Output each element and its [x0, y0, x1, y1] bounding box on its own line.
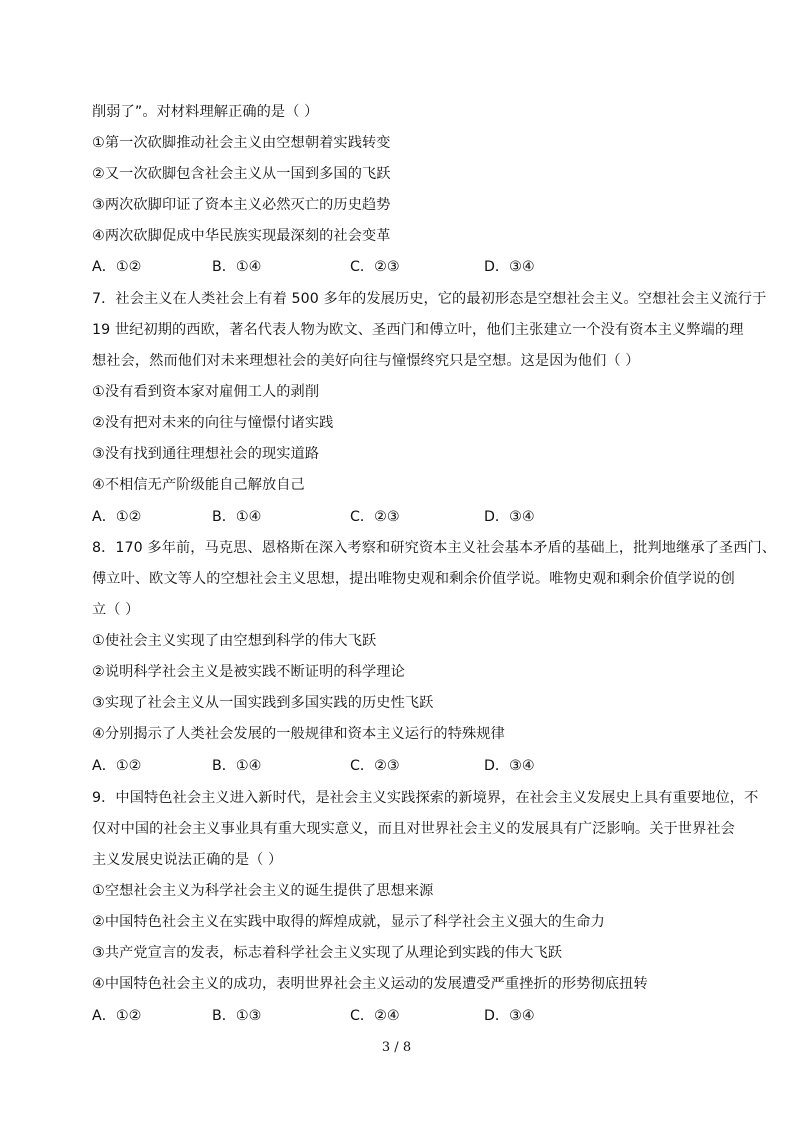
q6-option-4: ④两次砍脚促成中华民族实现最深刻的社会变革 — [92, 228, 391, 244]
q8-stem-line-1: 8．170 多年前，马克思、恩格斯在深入考察和研究资本主义社会基本矛盾的基础上，批判地继承了圣西门、 — [92, 540, 777, 556]
q9-stem-line-3: 主义发展史说法正确的是（ ） — [92, 852, 283, 868]
q8-choice-a[interactable]: A．①② — [92, 758, 142, 774]
q7-stem-line-2: 19 世纪初期的西欧，著名代表人物为欧文、圣西门和傅立叶，他们主张建立一个没有资本主义弊端的理 — [92, 322, 744, 338]
q9-option-4: ④中国特色社会主义的成功，表明世界社会主义运动的发展遭受严重挫折的形势彻底扭转 — [92, 976, 648, 992]
q7-option-3: ③没有找到通往理想社会的现实道路 — [92, 446, 320, 462]
q8-option-2: ②说明科学社会主义是被实践不断证明的科学理论 — [92, 664, 405, 680]
q6-choice-c[interactable]: C．②③ — [350, 259, 400, 275]
q7-option-2: ②没有把对未来的向往与憧憬付诸实践 — [92, 415, 334, 431]
q9-choice-a[interactable]: A．①② — [92, 1008, 142, 1024]
q8-stem-line-3: 立（ ） — [92, 602, 140, 618]
q6-choice-d[interactable]: D．③④ — [484, 259, 535, 275]
q8-option-3: ③实现了社会主义从一国实践到多国实践的历史性飞跃 — [92, 695, 434, 711]
q7-choice-b[interactable]: B．①④ — [212, 509, 262, 525]
q9-choice-d[interactable]: D．③④ — [484, 1008, 535, 1024]
q9-stem-line-1: 9．中国特色社会主义进入新时代，是社会主义实践探索的新境界，在社会主义发展史上具有重要地位，不 — [92, 790, 759, 806]
q8-choice-d[interactable]: D．③④ — [484, 758, 535, 774]
q7-choice-d[interactable]: D．③④ — [484, 509, 535, 525]
q6-stem-tail: 削弱了”。对材料理解正确的是（ ） — [92, 104, 319, 120]
q8-choice-c[interactable]: C．②③ — [350, 758, 400, 774]
q7-option-4: ④不相信无产阶级能自己解放自己 — [92, 477, 305, 493]
q7-choice-a[interactable]: A．①② — [92, 509, 142, 525]
q9-choice-c[interactable]: C．②④ — [350, 1008, 400, 1024]
q6-choice-b[interactable]: B．①④ — [212, 259, 262, 275]
q7-stem-line-3: 想社会，然而他们对未来理想社会的美好向往与憧憬终究只是空想。这是因为他们（ ） — [92, 353, 640, 369]
q8-option-4: ④分别揭示了人类社会发展的一般规律和资本主义运行的特殊规律 — [92, 726, 505, 742]
q9-stem-line-2: 仅对中国的社会主义事业具有重大现实意义，而且对世界社会主义的发展具有广泛影响。关于世界社会 — [92, 821, 735, 837]
q6-option-3: ③两次砍脚印证了资本主义必然灭亡的历史趋势 — [92, 197, 391, 213]
q9-option-1: ①空想社会主义为科学社会主义的诞生提供了思想来源 — [92, 883, 434, 899]
q7-stem-line-1: 7．社会主义在人类社会上有着 500 多年的发展历史，它的最初形态是空想社会主义。空想社会主义流行于 — [92, 291, 767, 307]
q8-option-1: ①使社会主义实现了由空想到科学的伟大飞跃 — [92, 633, 377, 649]
q6-option-1: ①第一次砍脚推动社会主义由空想朝着实践转变 — [92, 135, 391, 151]
q9-option-2: ②中国特色社会主义在实践中取得的辉煌成就，显示了科学社会主义强大的生命力 — [92, 914, 605, 930]
page-number: 3 / 8 — [381, 1040, 412, 1055]
q6-choice-a[interactable]: A．①② — [92, 259, 142, 275]
q7-choice-c[interactable]: C．②③ — [350, 509, 400, 525]
q7-option-1: ①没有看到资本家对雇佣工人的剥削 — [92, 384, 320, 400]
q9-choice-b[interactable]: B．①③ — [212, 1008, 262, 1024]
q6-option-2: ②又一次砍脚包含社会主义从一国到多国的飞跃 — [92, 166, 391, 182]
q8-choice-b[interactable]: B．①④ — [212, 758, 262, 774]
q9-option-3: ③共产党宣言的发表，标志着科学社会主义实现了从理论到实践的伟大飞跃 — [92, 945, 563, 961]
q8-stem-line-2: 傅立叶、欧文等人的空想社会主义思想，提出唯物史观和剩余价值学说。唯物史观和剩余价值学说的创 — [92, 571, 735, 587]
